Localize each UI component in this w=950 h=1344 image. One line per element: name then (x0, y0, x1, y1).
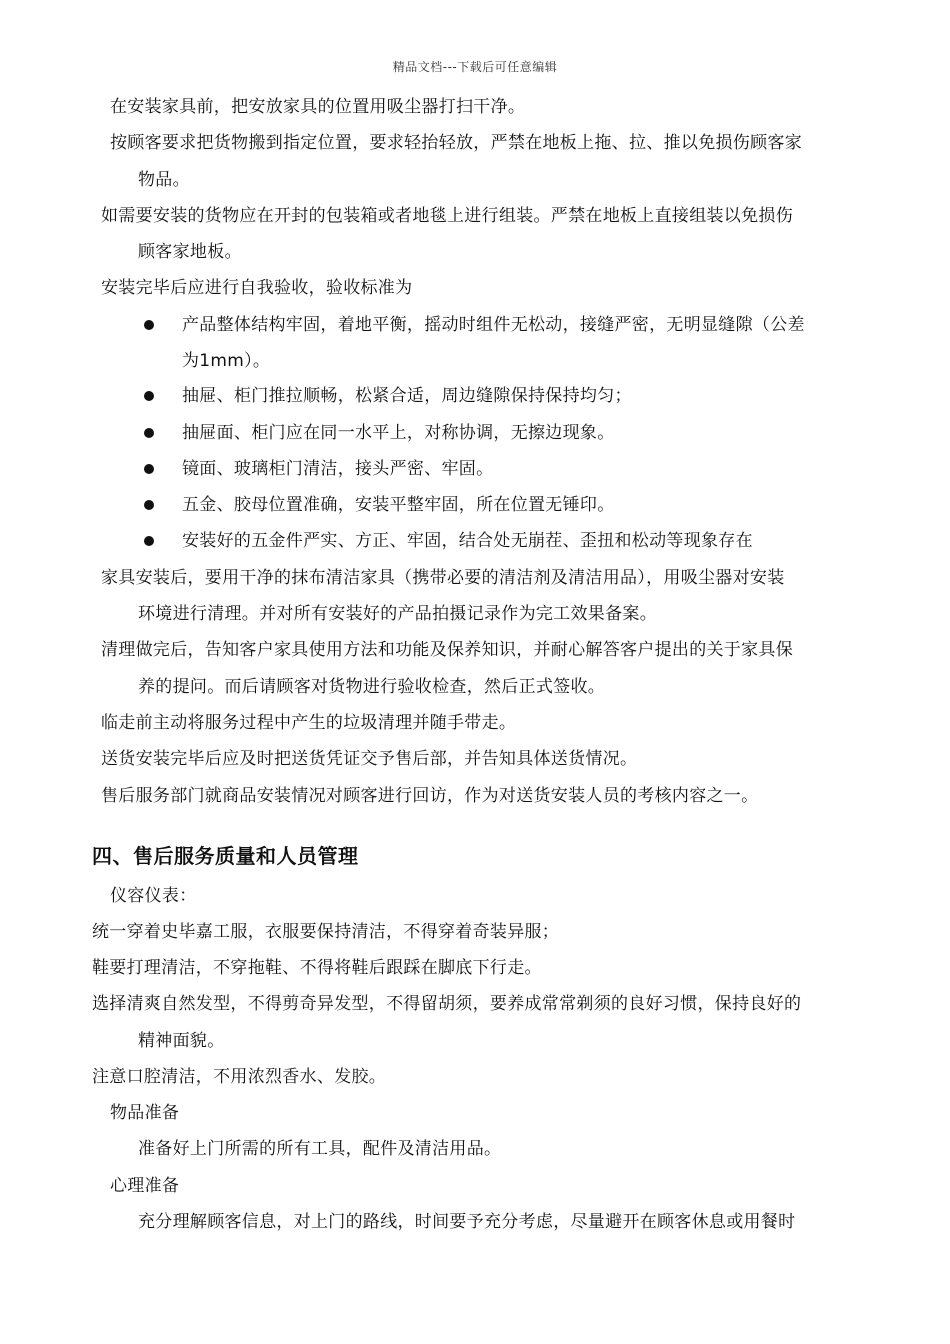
criteria-item: 抽屉面、柜门应在同一水平上，对称协调，无擦边现象。 (182, 423, 615, 443)
paragraph-line: 养的提问。而后请顾客对货物进行验收检查，然后正式签收。 (138, 677, 606, 697)
paragraph-line: 送货安装完毕后应及时把送货凭证交予售后部，并告知具体送货情况。 (101, 749, 638, 769)
subheading: 仪容仪表： (110, 886, 197, 906)
criteria-item: 安装好的五金件严实、方正、牢固，结合处无崩茬、歪扭和松动等现象存在 (182, 531, 753, 551)
criteria-item: 产品整体结构牢固，着地平衡，摇动时组件无松动，接缝严密，无明显缝隙（公差 (182, 315, 805, 335)
paragraph-line: 清理做完后，告知客户家具使用方法和功能及保养知识，并耐心解答客户提出的关于家具保 (101, 640, 793, 660)
bullet-icon (144, 464, 154, 474)
subheading: 心理准备 (110, 1176, 180, 1196)
bullet-icon (144, 500, 154, 510)
paragraph-line: 环境进行清理。并对所有安装好的产品拍摄记录作为完工效果备案。 (138, 604, 657, 624)
paragraph-line: 临走前主动将服务过程中产生的垃圾清理并随手带走。 (101, 713, 517, 733)
paragraph-line: 按顾客要求把货物搬到指定位置，要求轻抬轻放，严禁在地板上拖、拉、推以免损伤顾客家 (110, 133, 802, 153)
bullet-icon (144, 536, 154, 546)
section-heading: 四、售后服务质量和人员管理 (92, 844, 359, 868)
paragraph-line: 顾客家地板。 (138, 242, 242, 262)
paragraph-line: 如需要安装的货物应在开封的包装箱或者地毯上进行组装。严禁在地板上直接组装以免损伤 (101, 206, 793, 226)
paragraph-line: 精神面貌。 (138, 1031, 225, 1051)
paragraph-line: 安装完毕后应进行自我验收，验收标准为 (101, 278, 413, 298)
bullet-icon (144, 320, 154, 330)
paragraph-line: 统一穿着史毕嘉工服，衣服要保持清洁，不得穿着奇装异服； (92, 922, 560, 942)
criteria-item: 抽屉、柜门推拉顺畅，松紧合适，周边缝隙保持保持均匀； (182, 386, 632, 406)
paragraph-line: 物品。 (138, 170, 190, 190)
paragraph-line: 充分理解顾客信息，对上门的路线，时间要予充分考虑，尽量避开在顾客休息或用餐时 (138, 1212, 796, 1232)
bullet-icon (144, 428, 154, 438)
bullet-icon (144, 391, 154, 401)
paragraph-line: 注意口腔清洁，不用浓烈香水、发胶。 (92, 1067, 387, 1087)
paragraph-line: 准备好上门所需的所有工具，配件及清洁用品。 (138, 1139, 502, 1159)
paragraph-line: 鞋要打理清洁，不穿拖鞋、不得将鞋后跟踩在脚底下行走。 (92, 958, 542, 978)
criteria-item: 五金、胶母位置准确，安装平整牢固，所在位置无锤印。 (182, 495, 615, 515)
paragraph-line: 家具安装后，要用干净的抹布清洁家具（携带必要的清洁剂及清洁用品），用吸尘器对安装 (101, 568, 785, 588)
criteria-item-continuation: 为1mm）。 (182, 351, 271, 371)
paragraph-line: 选择清爽自然发型，不得剪奇异发型，不得留胡须，要养成常常剃须的良好习惯，保持良好的 (92, 994, 802, 1014)
subheading: 物品准备 (110, 1103, 180, 1123)
criteria-item: 镜面、玻璃柜门清洁，接头严密、牢固。 (182, 459, 494, 479)
paragraph-line: 在安装家具前，把安放家具的位置用吸尘器打扫干净。 (110, 97, 526, 117)
page-header: 精品文档---下载后可任意编辑 (392, 60, 558, 74)
paragraph-line: 售后服务部门就商品安装情况对顾客进行回访，作为对送货安装人员的考核内容之一。 (101, 786, 759, 806)
